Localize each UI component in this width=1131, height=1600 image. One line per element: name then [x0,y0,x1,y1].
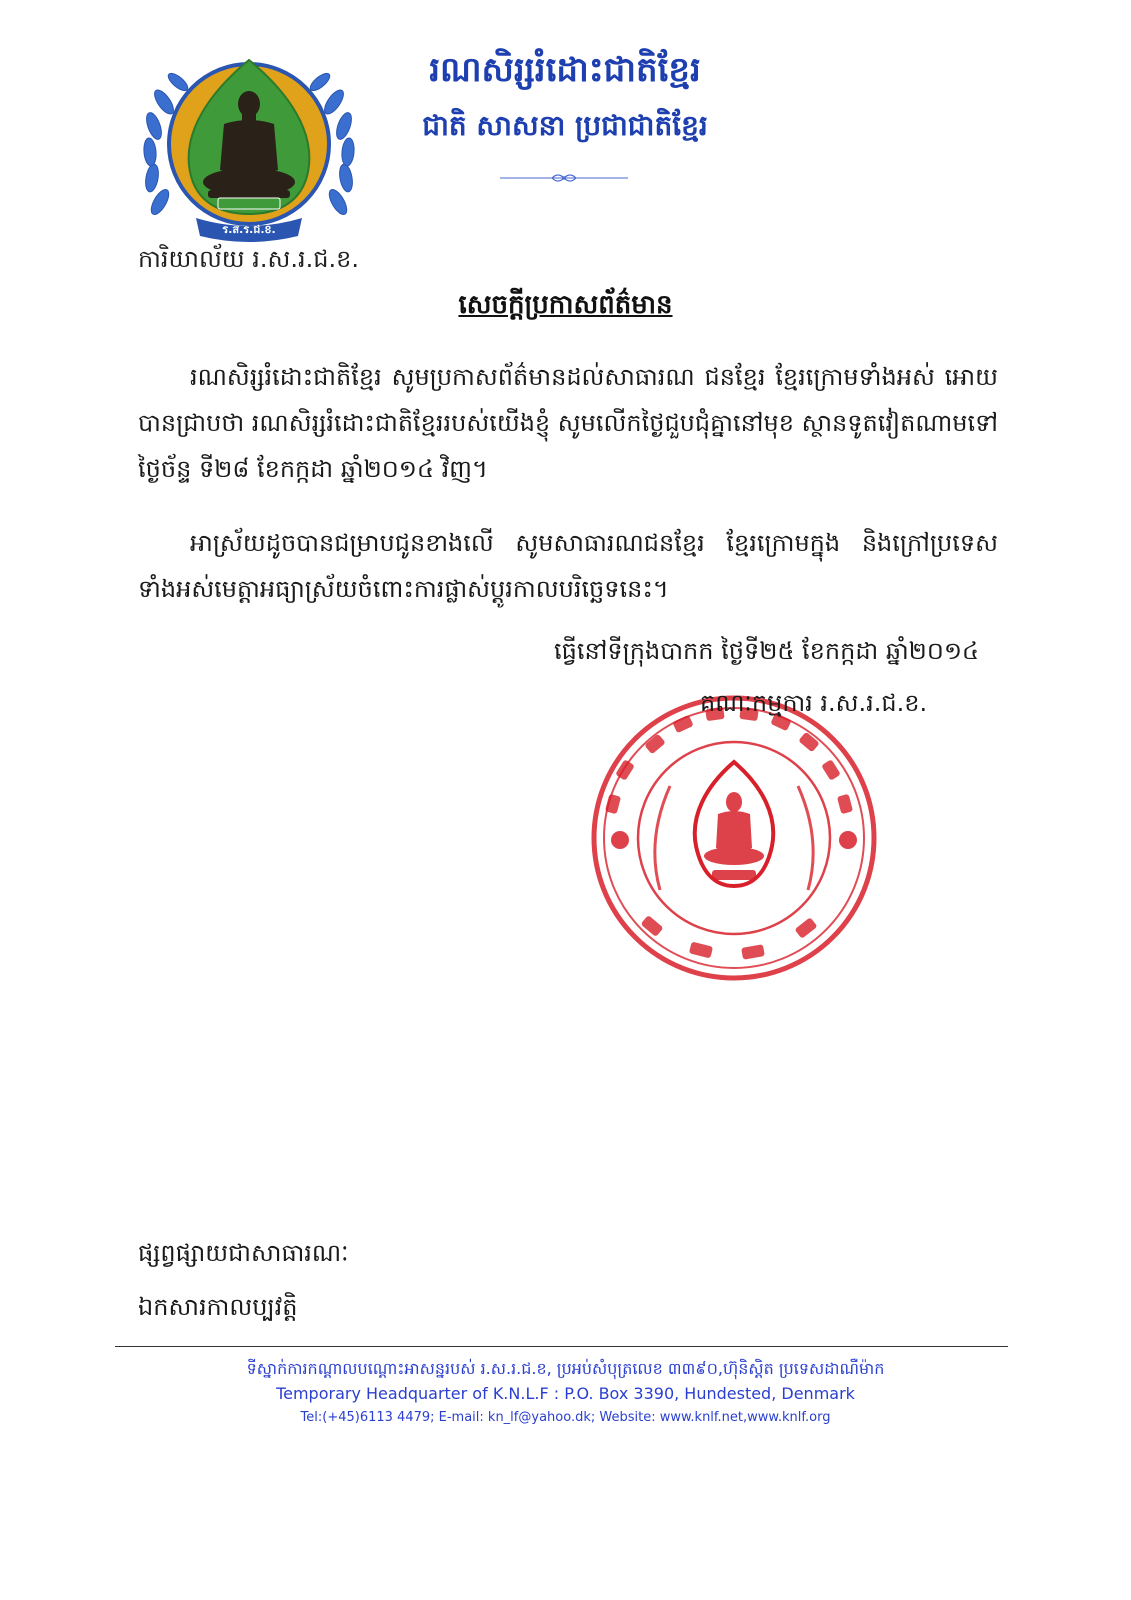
office-label: ការិយាល័យ រ.ស.រ.ជ.ខ. [138,245,359,273]
distribution-item: ឯកសារកាលប្បវត្តិ [138,1293,298,1321]
announcement-title: សេចក្តីប្រកាសព័ត៌មាន [458,290,673,320]
official-seal-stamp [586,690,882,986]
announcement-paragraph-2: អាស្រ័យដូចបានជម្រាបជូនខាងលើ សូមសាធារណជនខ្មែរ ខ្មែរក្រោមក្នុង និងក្រៅប្រទេស ទាំងអស់មេត្តាអធ្យាស្រ័យចំពោះការផ្លាស់ប្តូរកាលបរិច្ឆេទនេះ។ [138,529,998,603]
logo-ribbon-text: ร.ส.ร.ជ.ខ. [222,223,276,236]
announcement-paragraph-1: រណសិរ្សរំដោះជាតិខ្មែរ សូមប្រកាសព័ត៌មានដល់សាធារណ ជនខ្មែរ ខ្មែរក្រោមទាំងអស់ អោយបានជ្រាបថា រណសិរ្សរំដោះជាតិខ្មែររបស់យើងខ្ញុំ សូមលើកថ្ងៃជួបជុំគ្នានៅមុខ ស្ថានទូតវៀតណាមទៅថ្ងៃច័ន្ទ ទី២៨ ខែកក្កដា ឆ្នាំ២០១៤ វិញ។ [138,363,998,483]
footer-address-khmer: ទីស្នាក់ការកណ្តាលបណ្តោះអាសន្នរបស់ រ.ស.រ.ជ.ខ, ប្រអប់សំបុត្រលេខ ៣៣៩០,ហ៊ុនិស្តិត ប្រទេសដាណឺម៉ាក [246,1359,885,1378]
organization-motto: ជាតិ សាសនា ប្រជាជាតិខ្មែរ [422,109,708,142]
signatory-committee: គណៈកម្មការ រ.ស.រ.ជ.ខ. [700,689,928,717]
distribution-label: ផ្សព្វផ្សាយជាសាធារណៈ [138,1239,349,1267]
dateline: ធ្វើនៅទីក្រុងបាកក ថ្ងៃទី២៥ ខែកក្កដា ឆ្នាំ២០១៤ [554,637,979,665]
organization-logo-emblem [138,52,360,242]
footer-contact: Tel:(+45)6113 4479; E-mail: kn_lf@yahoo.dk; Website: www.knlf.net,www.knlf.org [300,1410,831,1425]
footer-divider [115,1346,1008,1347]
decorative-divider-icon [500,172,628,184]
footer-address-english: Temporary Headquarter of K.N.L.F : P.O. Box 3390, Hundested, Denmark [276,1384,855,1403]
organization-name: រណសិរ្សរំដោះជាតិខ្មែរ [429,50,701,90]
